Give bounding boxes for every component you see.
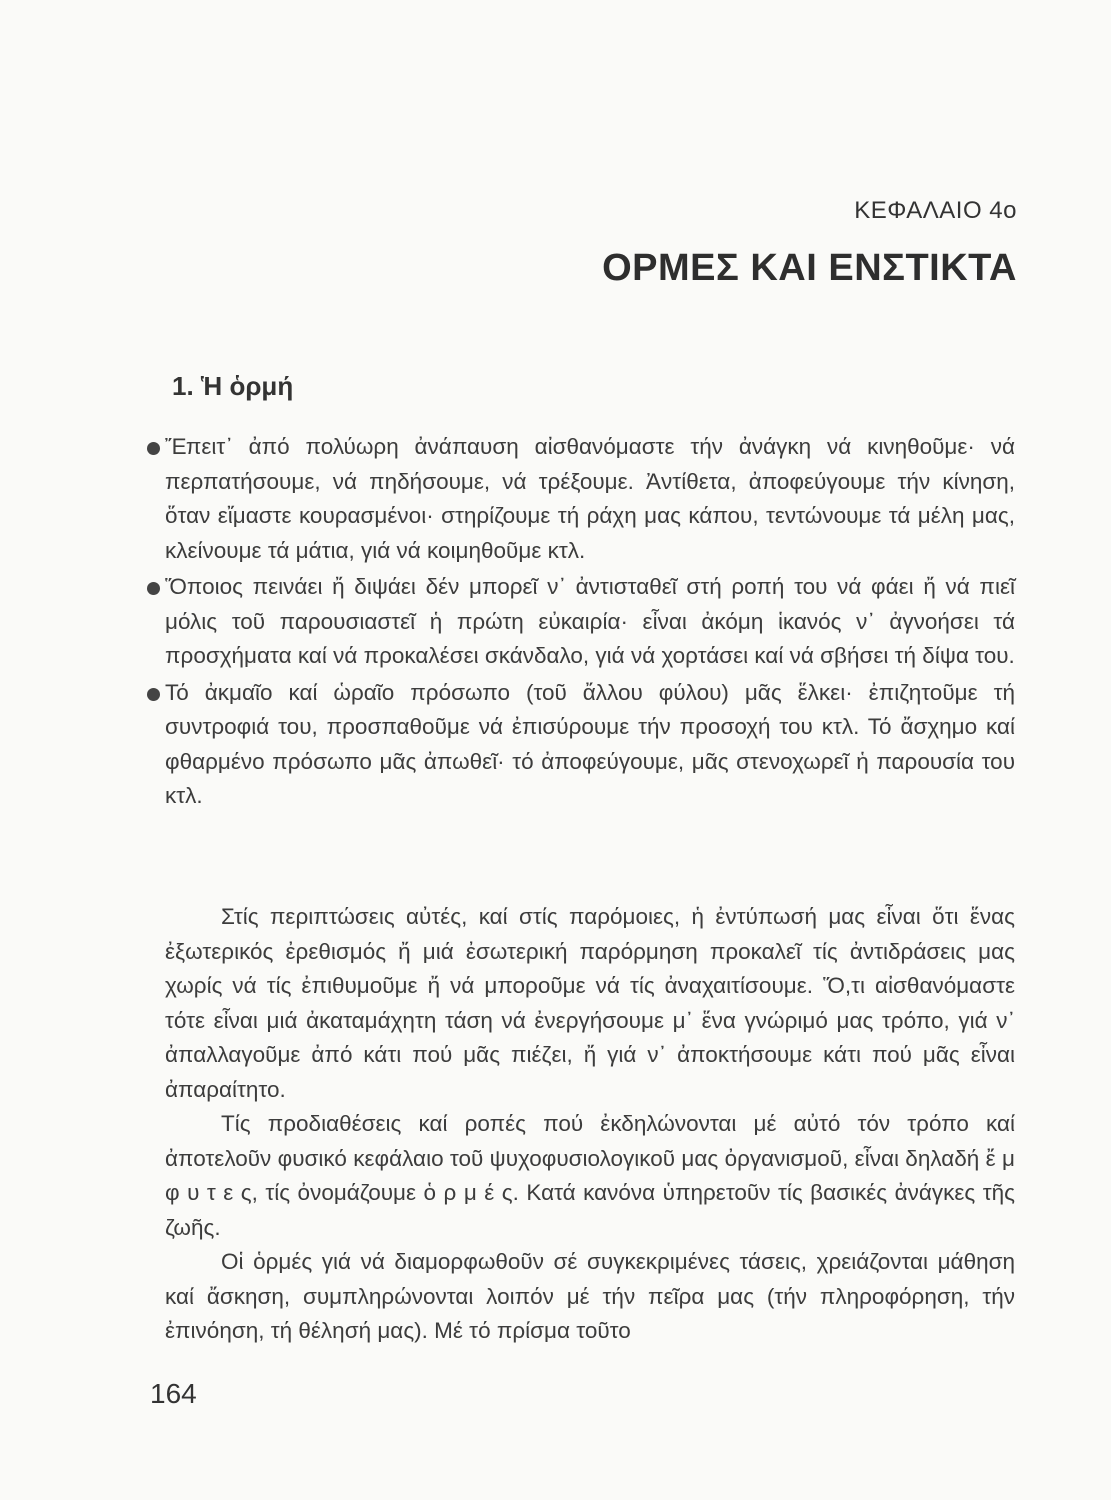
bullet-paragraph — [165, 430, 1015, 568]
bullet-icon — [147, 582, 160, 595]
section-heading: 1. Ἡ ὁρμή — [172, 371, 294, 401]
body-paragraph: Τίς προδιαθέσεις καί ροπές πού ἐκδηλώνονται μέ αὐτό τόν τρόπο καί ἀποτελοῦν φυσικό κεφάλαιο τοῦ ψυχοφυσιολογικοῦ μας ὀργανισμοῦ, εἶναι δηλαδή ἔ μ φ υ τ ε ς, τίς ὀνομάζουμε ὁ ρ μ έ ς. Κατά κανόνα ὑπηρετοῦν τίς βασικές ἀνάγκες τῆς ζωῆς. — [165, 1111, 1015, 1240]
body-text — [165, 900, 1015, 1349]
body-paragraph: Οἱ ὁρμές γιά νά διαμορφωθοῦν σέ συγκεκριμένες τάσεις, χρειάζονται μάθηση καί ἄσκηση, συμπληρώνονται λοιπόν μέ τήν πεῖρα μας (τήν πληροφόρηση, τήν ἐπινόηση, τή θέλησή μας). Μέ τό πρίσμα τοῦτο — [165, 1249, 1015, 1343]
body-paragraph: Στίς περιπτώσεις αὐτές, καί στίς παρόμοιες, ἡ ἐντύπωσή μας εἶναι ὅτι ἕνας ἐξωτερικός ἐρεθισμός ἤ μιά ἐσωτερική παρόρμηση προκαλεῖ τίς ἀντιδράσεις μας χωρίς νά τίς ἐπιθυμοῦμε ἤ νά μποροῦμε νά τίς ἀναχαιτίσουμε. Ὅ,τι αἰσθανόμαστε τότε εἶναι μιά ἀκαταμάχητη τάση νά ἐνεργήσουμε μ᾽ ἕνα γνώριμό μας τρόπο, γιά ν᾽ ἀπαλλαγοῦμε ἀπό κάτι πού μᾶς πιέζει, ἤ γιά ν᾽ ἀποκτήσουμε κάτι πού μᾶς εἶναι ἀπαραίτητο. — [165, 904, 1015, 1102]
bullet-text: Ὅποιος πεινάει ἤ διψάει δέν μπορεῖ ν᾽ ἀντισταθεῖ στή ροπή του νά φάει ἤ νά πιεῖ μόλις τοῦ παρουσιαστεῖ ἡ πρώτη εὐκαιρία· εἶναι ἀκόμη ἱκανός ν᾽ ἀγνοήσει τά προσχήματα καί νά προκαλέσει σκάνδαλο, γιά νά χορτάσει καί νά σβήσει τή δίψα του. — [165, 574, 1015, 668]
bullet-icon — [147, 688, 160, 701]
bullet-list — [165, 430, 1015, 814]
chapter-label: ΚΕΦΑΛΑΙΟ 4ο — [854, 197, 1017, 224]
bullet-icon — [147, 442, 160, 455]
bullet-paragraph — [165, 570, 1015, 674]
bullet-text: Ἔπειτ᾽ ἀπό πολύωρη ἀνάπαυση αἰσθανόμαστε τήν ἀνάγκη νά κινηθοῦμε· νά περπατήσουμε, νά πηδήσουμε, νά τρέξουμε. Ἀντίθετα, ἀποφεύγουμε τήν κίνηση, ὅταν εἴμαστε κουρασμένοι· στηρίζουμε τή ράχη μας κάπου, τεντώνουμε τά μέλη μας, κλείνουμε τά μάτια, γιά νά κοιμηθοῦμε κτλ. — [165, 434, 1015, 563]
bullet-text: Τό ἀκμαῖο καί ὡραῖο πρόσωπο (τοῦ ἄλλου φύλου) μᾶς ἕλκει· ἐπιζητοῦμε τή συντροφιά του, προσπαθοῦμε νά ἐπισύρουμε τήν προσοχή του κτλ. Τό ἄσχημο καί φθαρμένο πρόσωπο μᾶς ἀπωθεῖ· τό ἀποφεύγουμε, μᾶς στενοχωρεῖ ἡ παρουσία του κτλ. — [165, 679, 1015, 808]
page-number: 164 — [150, 1378, 197, 1409]
bullet-paragraph — [165, 676, 1015, 814]
chapter-title: ΟΡΜΕΣ ΚΑΙ ΕΝΣΤΙΚΤΑ — [602, 247, 1017, 289]
